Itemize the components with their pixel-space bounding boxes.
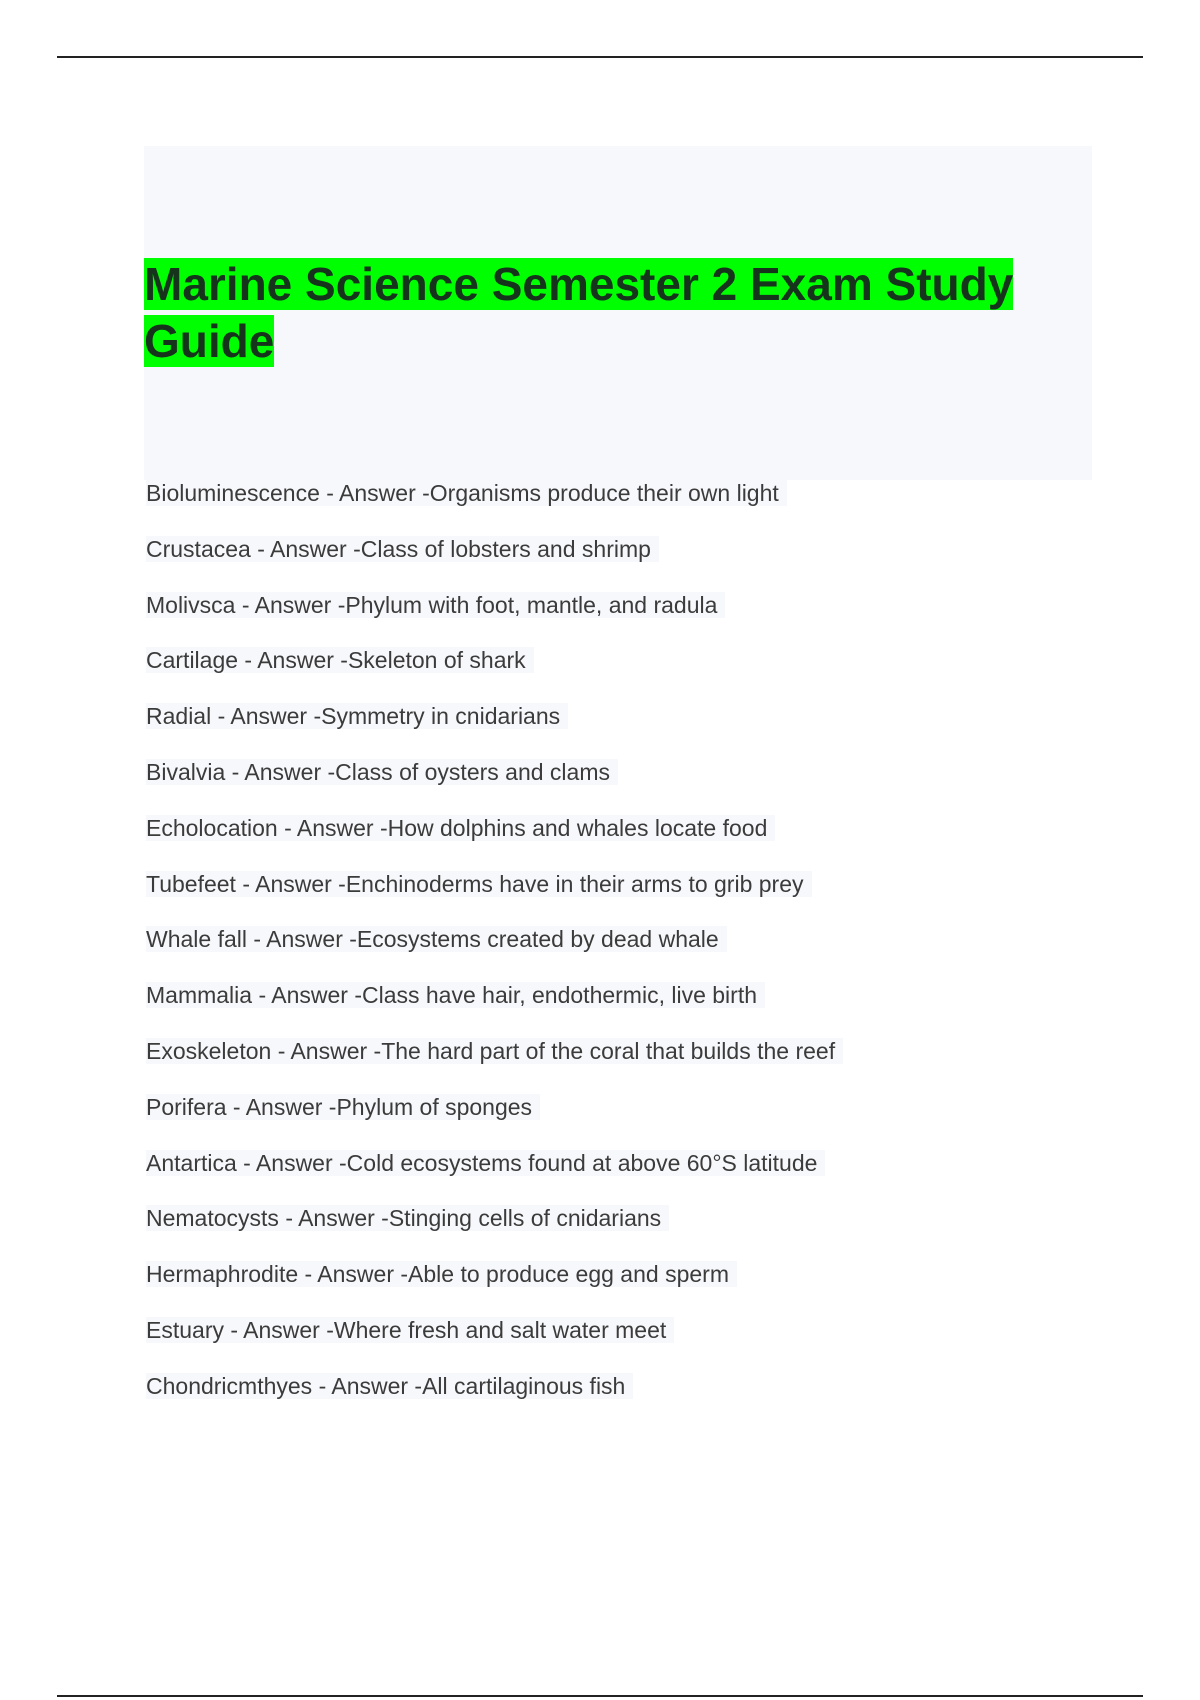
list-item: Bioluminescence - Answer -Organisms produce their own light: [146, 473, 843, 529]
page-title: [144, 256, 1074, 370]
bottom-divider: [57, 1695, 1143, 1697]
list-item: Nematocysts - Answer -Stinging cells of cnidarians: [146, 1198, 843, 1254]
answer-list: [146, 473, 843, 1422]
list-item: Echolocation - Answer -How dolphins and whales locate food: [146, 808, 843, 864]
list-item: Whale fall - Answer -Ecosystems created by dead whale: [146, 919, 843, 975]
list-item: Exoskeleton - Answer -The hard part of the coral that builds the reef: [146, 1031, 843, 1087]
list-item: Cartilage - Answer -Skeleton of shark: [146, 640, 843, 696]
list-item: Bivalvia - Answer -Class of oysters and clams: [146, 752, 843, 808]
list-item: Tubefeet - Answer -Enchinoderms have in their arms to grib prey: [146, 864, 843, 920]
list-item: Molivsca - Answer -Phylum with foot, mantle, and radula: [146, 585, 843, 641]
list-item: Radial - Answer -Symmetry in cnidarians: [146, 696, 843, 752]
list-item: Estuary - Answer -Where fresh and salt water meet: [146, 1310, 843, 1366]
list-item: Chondricmthyes - Answer -All cartilaginous fish: [146, 1366, 843, 1422]
title-block: [144, 146, 1092, 480]
list-item: Hermaphrodite - Answer -Able to produce egg and sperm: [146, 1254, 843, 1310]
list-item: Porifera - Answer -Phylum of sponges: [146, 1087, 843, 1143]
list-item: Crustacea - Answer -Class of lobsters and shrimp: [146, 529, 843, 585]
list-item: Mammalia - Answer -Class have hair, endothermic, live birth: [146, 975, 843, 1031]
list-item: Antartica - Answer -Cold ecosystems found at above 60°S latitude: [146, 1143, 843, 1199]
title-highlight: Marine Science Semester 2 Exam Study Guide: [144, 258, 1014, 367]
top-divider: [57, 56, 1143, 58]
